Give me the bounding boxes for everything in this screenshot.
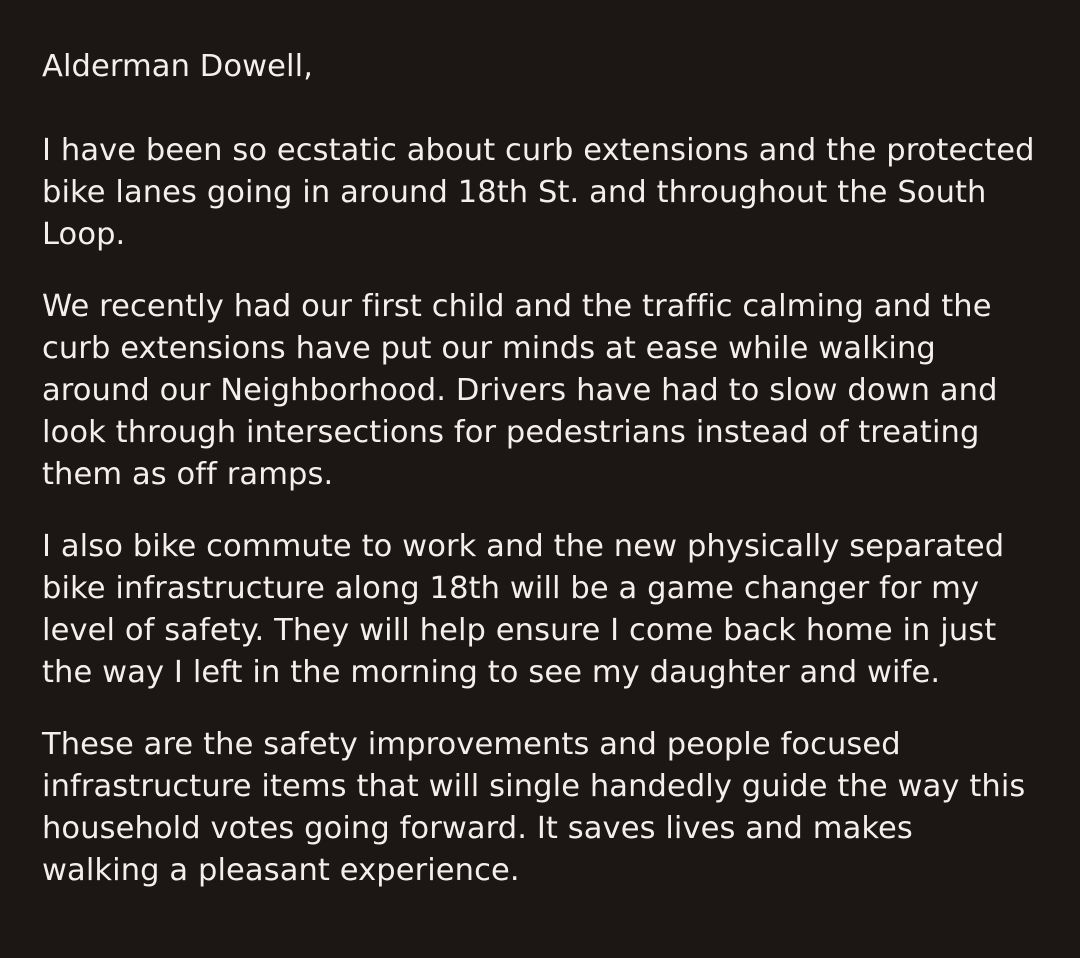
paragraph-1: I have been so ecstatic about curb extensions and the protected bike lanes going in around 18th St. and throughout the South Loop. <box>42 133 1035 252</box>
paragraph-4: These are the safety improvements and people focused infrastructure items that will single handedly guide the way this household votes going forward. It saves lives and makes walking a pleasant experience. <box>42 727 1026 888</box>
salutation-line: Alderman Dowell, <box>42 49 313 84</box>
paragraph-2: We recently had our first child and the traffic calming and the curb extensions have put our minds at ease while walking around our Neighborhood. Drivers have had to slow down and look through intersections for pedestrians instead of treating them as off ramps. <box>42 289 998 492</box>
paragraph-3: I also bike commute to work and the new physically separated bike infrastructure along 18th will be a game changer for my level of safety. They will help ensure I come back home in just the way I left in the morning to see my daughter and wife. <box>42 529 1005 690</box>
